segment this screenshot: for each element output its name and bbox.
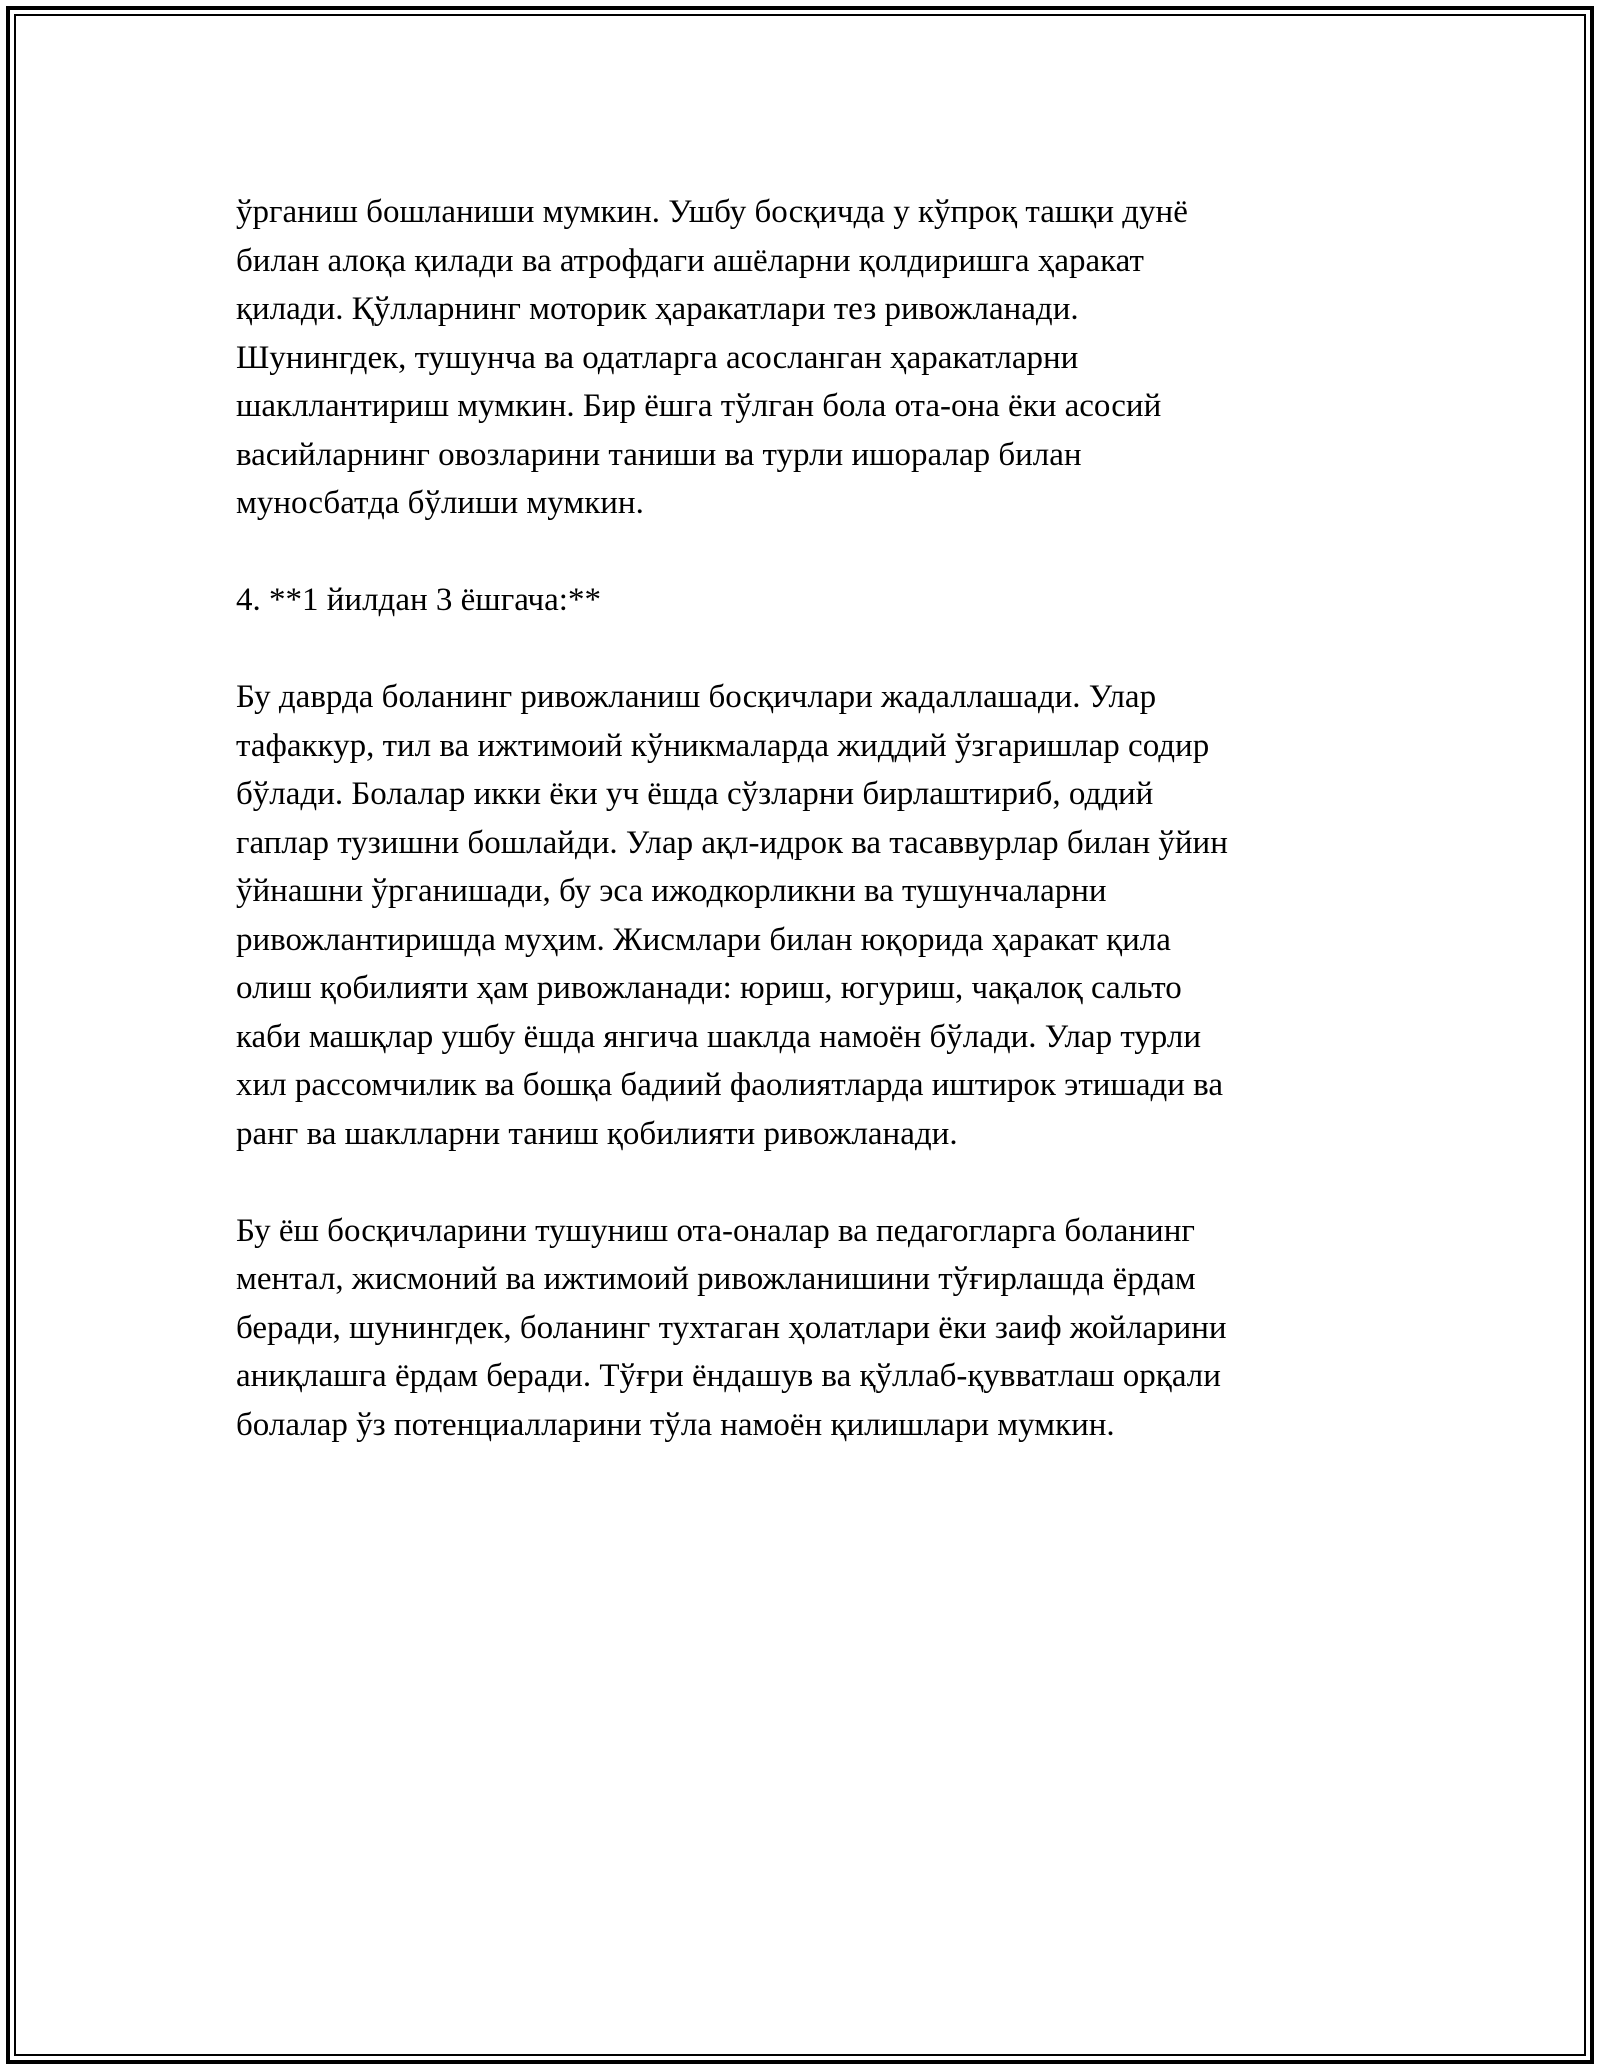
paragraph-infant-stage-end: ўрганиш бошланиши мумкин. Ушбу босқичда у кўпроқ ташқи дунё билан алоқа қилади ва атрофдаги ашёларни қолдиришга ҳаракат қилади. Қўлларнинг моторик ҳаракатлари тез ривожланади. Шунингдек, тушунча ва одатларга асосланган ҳаракатларни шакллантириш мумкин. Бир ёшга тўлган бола ота-она ёки асосий васийларнинг овозларини таниши ва турли ишоралар билан муносбатда бўлиши мумкин. [236,194,1188,521]
paragraph-spacer [236,1158,1366,1207]
section-heading-1-to-3-years: 4. **1 йилдан 3 ёшгача:** [236,582,601,618]
paragraph-toddler-stage: Бу даврда боланинг ривожланиш босқичлари жадаллашади. Улар тафаккур, тил ва ижтимоий кўникмаларда жиддий ўзгаришлар содир бўлади. Болалар икки ёки уч ёшда сўзларни бирлаштириб, оддий гаплар тузишни бошлайди. Улар ақл-идрок ва тасаввурлар билан ўйин ўйнашни ўрганишади, бу эса ижодкорликни ва тушунчаларни ривожлантиришда муҳим. Жисмлари билан юқорида ҳаракат қила олиш қобилияти ҳам ривожланади: юриш, югуриш, чақалоқ сальто каби машқлар ушбу ёшда янгича шаклда намоён бўлади. Улар турли хил рассомчилик ва бошқа бадиий фаолиятларда иштирок этишади ва ранг ва шаклларни таниш қобилияти ривожланади. [236,679,1228,1152]
paragraph-conclusion: Бу ёш босқичларини тушуниш ота-оналар ва педагогларга боланинг ментал, жисмоний ва ижтимоий ривожланишини тўғирлашда ёрдам беради, шунингдек, боланинг тухтаган ҳолатлари ёки заиф жойларини аниқлашга ёрдам беради. Тўғри ёндашув ва қўллаб-қувватлаш орқали болалар ўз потенциалларини тўла намоён қилишлари мумкин. [236,1212,1227,1443]
paragraph-spacer [236,625,1366,674]
document-body [236,188,1366,1449]
paragraph-spacer [236,528,1366,577]
